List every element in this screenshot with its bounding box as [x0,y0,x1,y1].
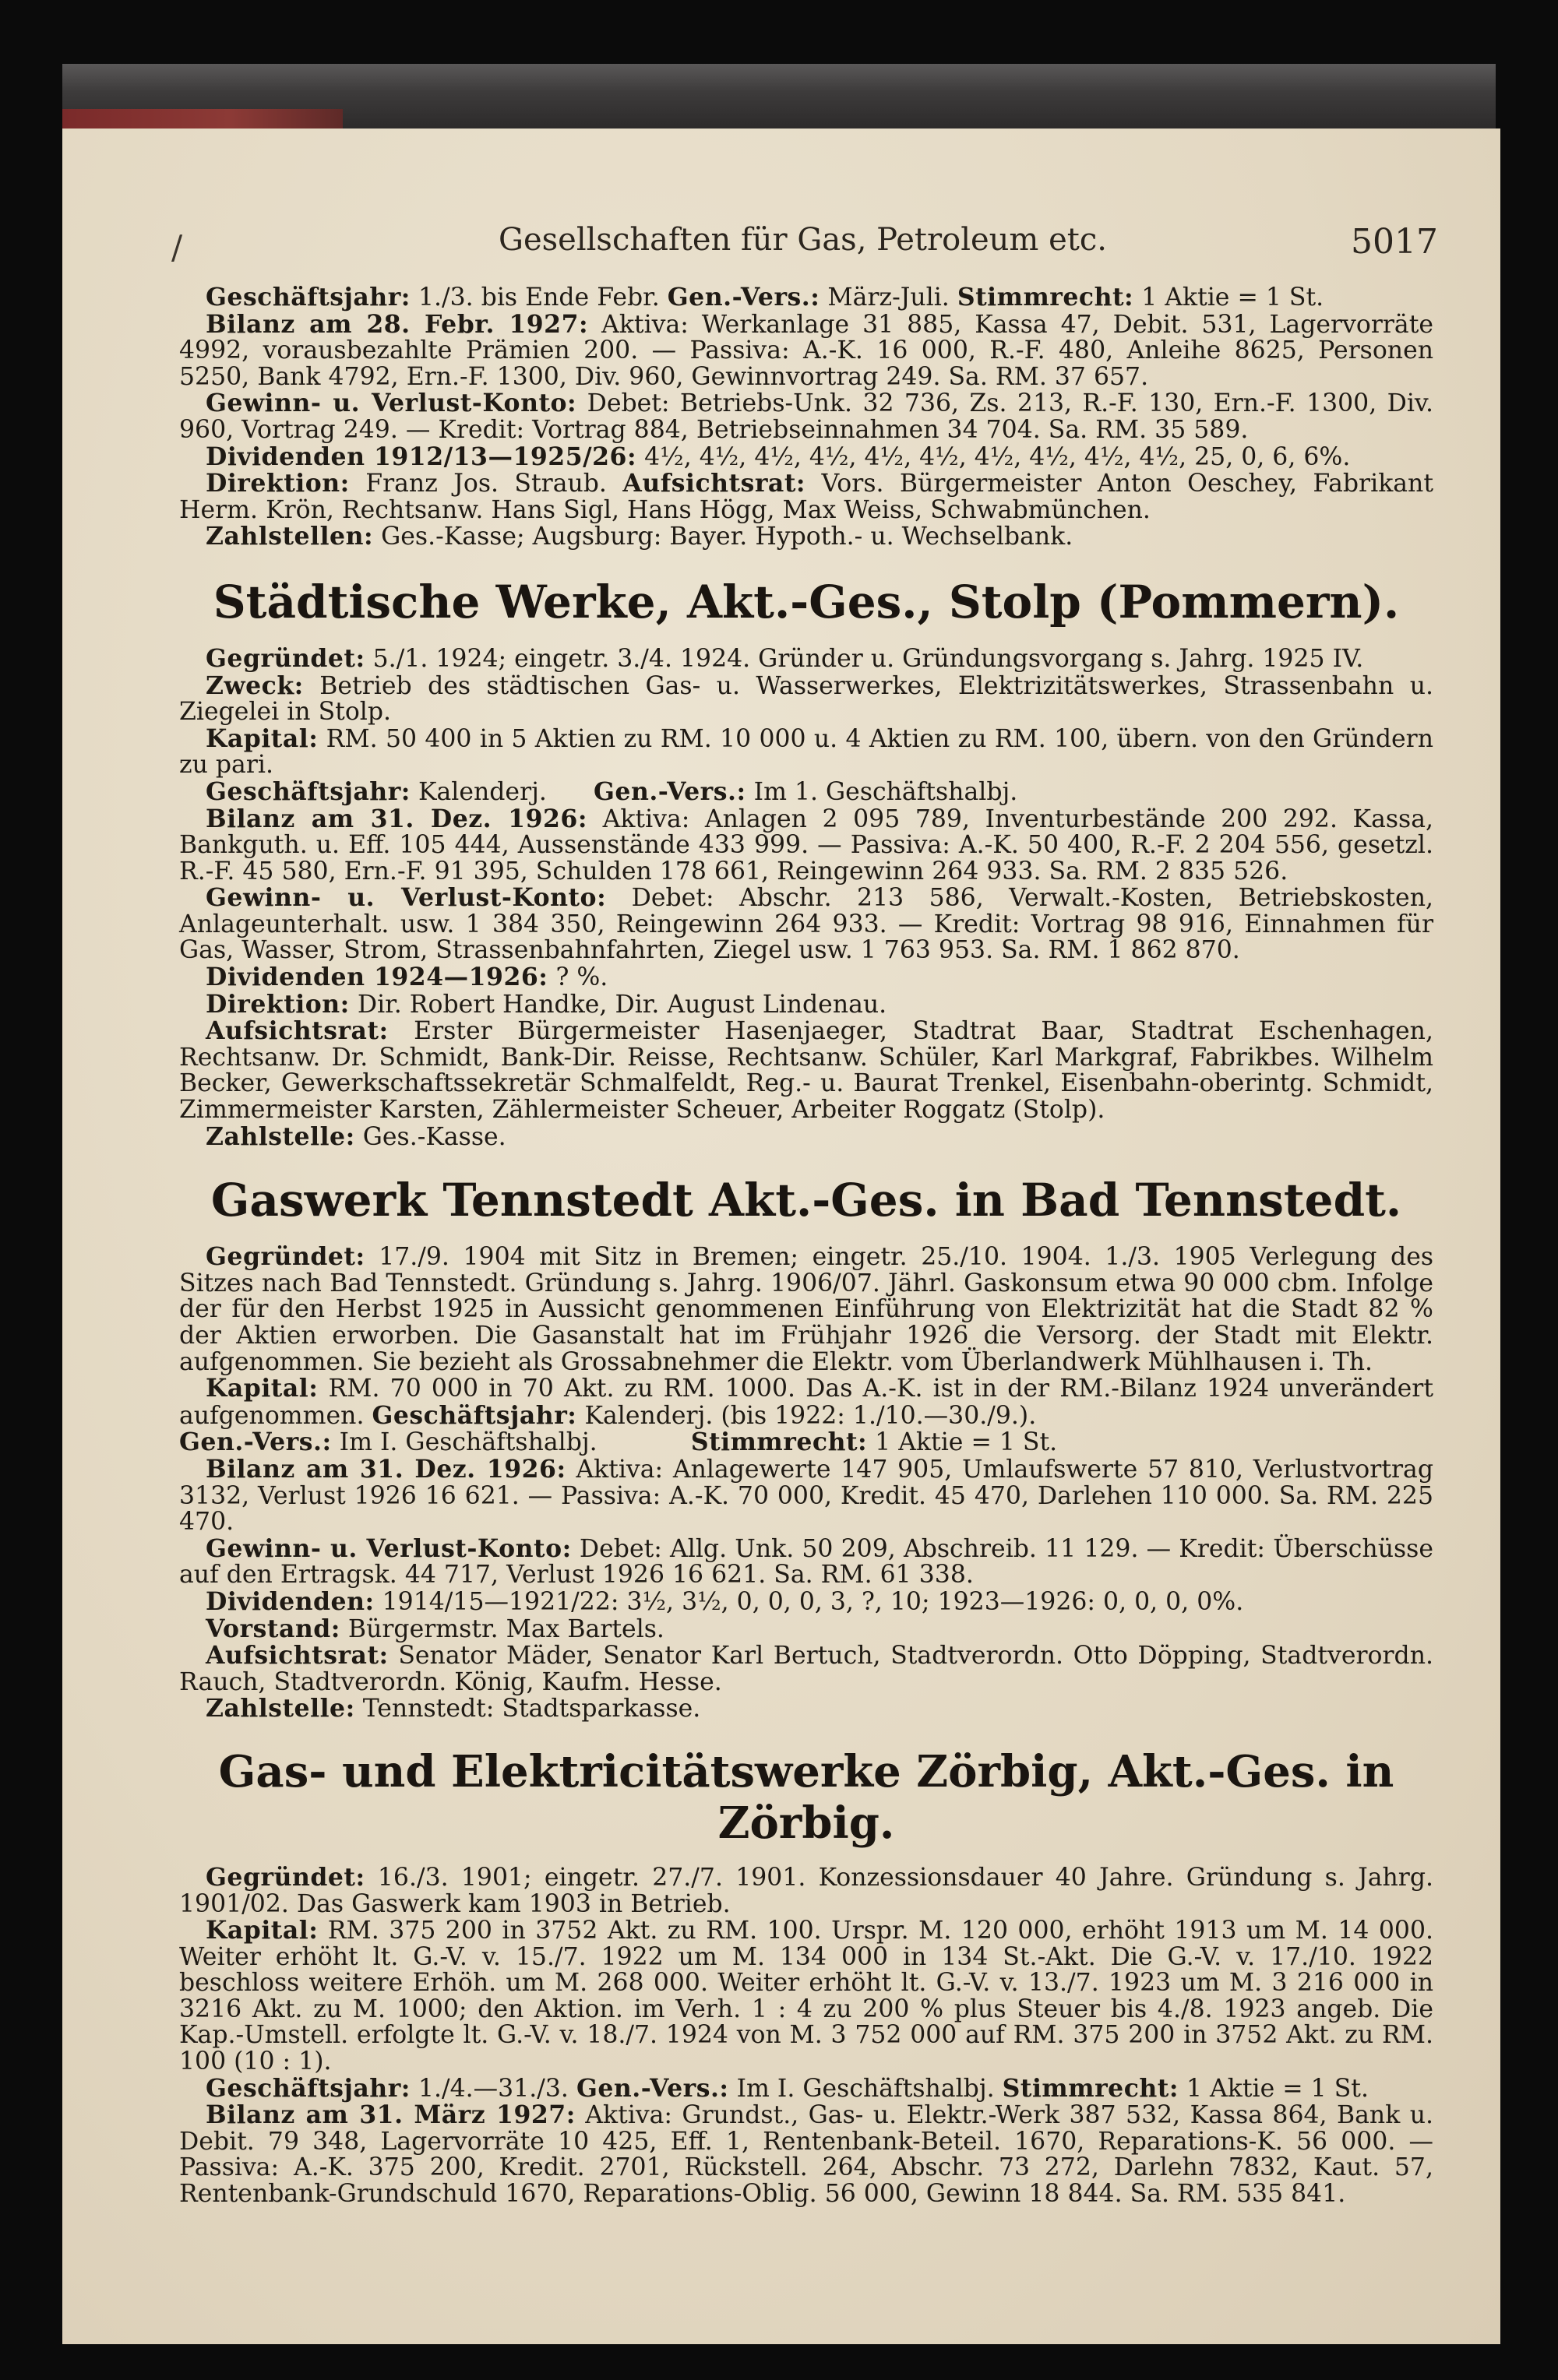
page-number: 5017 [1351,222,1438,262]
entry-line [179,523,1433,551]
pencil-mark: / [171,228,183,266]
field-label: Direktion: [206,989,350,1019]
field-label: Zahlstelle: [206,1121,355,1151]
field-value: Aktiva: Anlagewerte 147 905, Umlaufswerte 57 810, Verlustvortrag 3132, Verlust 1926 16 621. — Passiva: A.-K. 70 000, Kredit. 45 470, Darlehen 110 000. Sa. RM. 225 470. [179,1455,1433,1537]
entry-line [179,991,1433,1019]
field-label: Geschäftsjahr: [206,2073,411,2103]
field-label: Gen.-Vers.: [667,283,820,312]
field-label: Kapital: [206,1374,319,1403]
page-content [179,284,1433,2208]
field-label: Dividenden 1924—1926: [206,963,548,992]
field-value: Kalenderj. (bis 1922: 1./10.—30./9.). [584,1401,1037,1430]
field-label: Stimmrecht: [957,283,1134,312]
field-value: Franz Jos. Straub. [365,470,607,498]
field-label: Gegründet: [206,1862,365,1892]
field-label: Gen.-Vers.: [594,776,746,806]
field-value: Im 1. Geschäftshalbj. [753,777,1018,806]
field-label: Bilanz am 31. März 1927: [206,2100,576,2130]
field-value: 4½, 4½, 4½, 4½, 4½, 4½, 4½, 4½, 4½, 4½, 25, 0, 6, 6%. [644,442,1351,471]
entry-line [179,1642,1433,1695]
field-label: Aufsichtsrat: [206,1641,389,1671]
field-label: Zahlstellen: [206,522,374,551]
entry-line [179,1917,1433,2075]
entry-line [179,1018,1433,1123]
field-label: Bilanz am 28. Febr. 1927: [206,309,589,339]
entry-line [179,1586,1433,1616]
running-header [62,222,1500,269]
field-value: Im I. Geschäftshalbj. [339,1428,597,1457]
entry-continued [179,284,1433,551]
entry-line [179,1616,1433,1643]
field-value: ? %. [555,963,608,992]
field-label: Geschäftsjahr: [372,1400,577,1430]
field-label: Vorstand: [206,1614,340,1643]
field-value: Kalenderj. [418,777,547,806]
entry-line [179,2102,1433,2207]
entry-line [179,1375,1433,1429]
entry-line [179,284,1433,312]
field-value: Dir. Robert Handke, Dir. August Lindenau. [357,990,887,1019]
field-value: Tennstedt: Stadtsparkasse. [362,1695,701,1723]
field-value: 1 Aktie = 1 St. [875,1428,1058,1457]
field-value: Im I. Geschäftshalbj. [736,2074,995,2103]
section-heading: Gas- und Elektricitätswerke Zörbig, Akt.-Ges. in Zörbig. [218,1745,1394,1849]
entry-line [179,776,1433,806]
field-label: Zahlstelle: [206,1694,355,1723]
entry-line [179,1244,1433,1375]
field-value: Aktiva: Anlagen 2 095 789, Inventurbestände 200 292. Kassa, Bankguth. u. Eff. 105 444, Aussenstände 433 999. — Passiva: A.-K. 50 400, R.-F. 2 204 556, gesetzl. R.-F. 45 580, Ern.-F. 91 395, Schulden 178 661, Reingewinn 264 933. Sa. RM. 2 835 526. [179,804,1433,885]
field-value: Erster Bürgermeister Hasenjaeger, Stadtrat Baar, Stadtrat Eschenhagen, Rechtsanw. Dr. Schmidt, Bank-Dir. Reisse, Rechtsanw. Schüler, Karl Markgraf, Fabrikbes. Wilhelm Becker, Gewerkschaftssekretär Schmalfeldt, Reg.- u. Baurat Trenkel, Eisenbahn-oberintg. Schmidt, Zimmermeister Karsten, Zählermeister Scheuer, Arbeiter Roggatz (Stolp). [179,1017,1433,1125]
entry-line [179,309,1434,391]
entry-line [179,390,1433,443]
field-label: Gewinn- u. Verlust-Konto: [206,883,607,913]
field-value: 16./3. 1901; eingetr. 27./7. 1901. Konzessionsdauer 40 Jahre. Gründung s. Jahrg. 1901/02. Das Gaswerk kam 1903 in Betrieb. [179,1863,1434,1918]
entry-line [179,2075,1433,2103]
entry-tennstedt [179,1174,1433,1723]
field-value: Ges.-Kasse; Augsburg: Bayer. Hypoth.- u. Wechselbank. [381,523,1073,551]
field-value: Aktiva: Werkanlage 31 885, Kassa 47, Debit. 531, Lagervorräte 4992, vorausbezahlte Prämien 200. — Passiva: A.-K. 16 000, R.-F. 480, Anleihe 8625, Personen 5250, Bank 4792, Ern.-F. 1300, Div. 960, Gewinnvortrag 249. Sa. RM. 37 657. [179,310,1434,391]
entry-line [179,1864,1433,1917]
section-heading: Gaswerk Tennstedt Akt.-Ges. in Bad Tennstedt. [210,1174,1402,1227]
field-label: Bilanz am 31. Dez. 1926: [206,804,587,833]
field-value: Ges.-Kasse. [362,1122,506,1151]
field-value: 1./3. bis Ende Febr. [418,283,660,312]
field-label: Geschäftsjahr: [206,283,411,312]
field-label: Direktion: [206,469,350,498]
field-value: RM. 50 400 in 5 Aktien zu RM. 10 000 u. 4 Aktien zu RM. 100, übern. von den Gründern zu pari. [179,724,1434,780]
entry-line [179,1121,1433,1151]
field-label: Aufsichtsrat: [206,1016,389,1046]
field-label: Gewinn- u. Verlust-Konto: [206,1533,572,1563]
field-label: Gen.-Vers.: [576,2073,729,2103]
field-value: Bürgermstr. Max Bartels. [347,1614,664,1643]
field-value: RM. 375 200 in 3752 Akt. zu RM. 100. Urspr. M. 120 000, erhöht 1913 um M. 14 000. Weiter erhöht lt. G.-V. v. 15./7. 1922 um M. 134 000 in 134 St.-Akt. Die G.-V. v. 17./10. 1922 beschloss weitere Erhöh. um M. 268 000. Weiter erhöht lt. G.-V. v. 13./7. 1923 um M. 3 216 000 in 3216 Akt. zu M. 1000; den Aktion. im Verh. 1 : 4 zu 200 % plus Steuer bis 4./8. 1923 angeb. Die Kap.-Umstell. erfolgte lt. G.-V. v. 18./7. 1924 von M. 3 752 000 auf RM. 375 200 in 3752 Akt. zu RM. 100 (10 : 1). [179,1917,1433,2076]
entry-line [179,643,1433,673]
entry-line [179,964,1433,991]
entry-line [179,806,1433,885]
field-value: 1 Aktie = 1 St. [1141,283,1324,312]
field-label: Dividenden: [206,1586,375,1616]
field-value: 1 Aktie = 1 St. [1186,2074,1369,2103]
entry-line [179,1695,1433,1723]
entry-line [179,444,1433,471]
field-value: März-Juli. [827,283,950,312]
entry-line [179,673,1433,726]
field-value: Debet: Allg. Unk. 50 209, Abschreib. 11 129. — Kredit: Überschüsse auf den Ertragsk. 44 717, Verlust 1926 16 621. Sa. RM. 61 338. [179,1534,1433,1590]
entry-stolp [179,576,1433,1150]
field-value: Senator Mäder, Senator Karl Bertuch, Stadtverordn. Otto Döpping, Stadtverordn. Rauch, Stadtverordn. König, Kaufm. Hesse. [179,1642,1434,1696]
field-label: Gewinn- u. Verlust-Konto: [206,389,577,418]
entry-line [179,1429,1433,1456]
field-value: Vors. Bürgermeister Anton Oeschey, Fabrikant Herm. Krön, Rechtsanw. Hans Sigl, Hans Högg, Max Weiss, Schwabmünchen. [179,470,1434,524]
field-label: Aufsichtsrat: [622,469,806,498]
field-value: RM. 70 000 in 70 Akt. zu RM. 1000. Das A.-K. ist in der RM.-Bilanz 1924 unverändert aufgenommen. [179,1375,1433,1430]
section-heading: Städtische Werke, Akt.-Ges., Stolp (Pommern). [213,575,1400,628]
field-label: Gegründet: [206,1242,365,1272]
field-label: Zweck: [206,671,304,700]
entry-line [179,470,1433,523]
field-value: 1914/15—1921/22: 3½, 3½, 0, 0, 0, 3, ?, 10; 1923—1926: 0, 0, 0, 0%. [382,1587,1244,1616]
entry-line [179,726,1433,779]
field-label: Stimmrecht: [1002,2073,1179,2103]
field-label: Stimmrecht: [690,1428,868,1457]
entry-line [179,1456,1433,1536]
entry-zoerbig [179,1746,1433,2208]
field-label: Bilanz am 31. Dez. 1926: [206,1454,566,1484]
field-value: 17./9. 1904 mit Sitz in Bremen; eingetr. 25./10. 1904. 1./3. 1905 Verlegung des Sitzes nach Bad Tennstedt. Gründung s. Jahrg. 1906/07. Jährl. Gaskonsum etwa 90 000 cbm. Infolge der für den Herbst 1925 in Aussicht genommenen Einführung von Elektrizität hat die Stadt 82 % der Aktien erworben. Die Gasanstalt hat im Frühjahr 1926 die Versorg. der Stadt mit Elektr. aufgenommen. Sie bezieht als Grossabnehmer die Elektr. vom Überlandwerk Mühlhausen i. Th. [179,1243,1433,1376]
field-label: Kapital: [206,724,319,753]
field-value: Debet: Abschr. 213 586, Verwalt.-Kosten, Betriebskosten, Anlageunterhalt. usw. 1 384 350, Reingewinn 264 933. — Kredit: Vortrag 98 916, Einnahmen für Gas, Wasser, Strom, Strassenbahnfahrten, Ziegel usw. 1 763 953. Sa. RM. 1 862 870. [179,884,1433,965]
field-value: Debet: Betriebs-Unk. 32 736, Zs. 213, R.-F. 130, Ern.-F. 1300, Div. 960, Vortrag 249. — Kredit: Vortrag 884, Betriebseinnahmen 34 704. Sa. RM. 35 589. [179,389,1434,444]
entry-line [179,885,1433,964]
field-label: Dividenden 1912/13—1925/26: [206,442,637,471]
document-page [62,129,1500,2344]
running-header-title: Gesellschaften für Gas, Petroleum etc. [499,222,1107,258]
entry-line [179,1533,1433,1590]
field-value: 5./1. 1924; eingetr. 3./4. 1924. Gründer u. Gründungsvorgang s. Jahrg. 1925 IV. [372,644,1364,673]
field-value: Betrieb des städtischen Gas- u. Wasserwerkes, Elektrizitätswerkes, Strassenbahn u. Ziegelei in Stolp. [179,671,1433,727]
field-value: 1./4.—31./3. [418,2074,569,2103]
field-value: Aktiva: Grundst., Gas- u. Elektr.-Werk 387 532, Kassa 864, Bank u. Debit. 79 348, Lagervorräte 10 425, Eff. 1, Rentenbank-Beteil. 1670, Reparations-K. 56 000. — Passiva: A.-K. 375 200, Kredit. 2701, Rückstell. 264, Abschr. 73 272, Darlehn 7832, Kaut. 57, Rentenbank-Grundschuld 1670, Reparations-Oblig. 56 000, Gewinn 18 844. Sa. RM. 535 841. [179,2101,1433,2209]
field-label: Geschäftsjahr: [206,776,411,806]
field-label: Gegründet: [206,643,365,673]
field-label: Gen.-Vers.: [179,1428,332,1457]
field-label: Kapital: [206,1916,319,1945]
